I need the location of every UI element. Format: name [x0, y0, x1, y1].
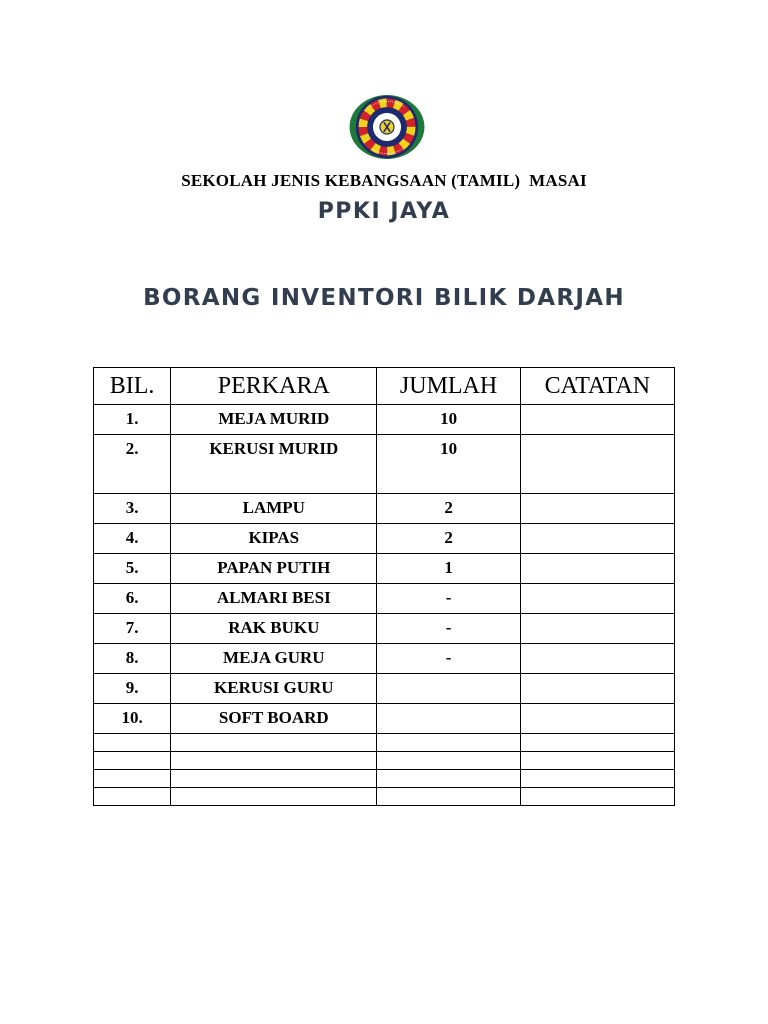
- cell-bil: 10.: [94, 704, 171, 734]
- cell-perkara: PAPAN PUTIH: [171, 554, 377, 584]
- table-row-blank: [94, 734, 675, 752]
- cell-catatan: [520, 405, 674, 435]
- cell-blank: [377, 770, 520, 788]
- cell-jumlah: [377, 704, 520, 734]
- cell-catatan: [520, 614, 674, 644]
- cell-perkara: MEJA GURU: [171, 644, 377, 674]
- cell-jumlah: 10: [377, 405, 520, 435]
- cell-bil: 1.: [94, 405, 171, 435]
- cell-jumlah: [377, 674, 520, 704]
- table-row-blank: [94, 752, 675, 770]
- cell-jumlah: -: [377, 644, 520, 674]
- cell-blank: [520, 788, 674, 806]
- cell-bil: 2.: [94, 435, 171, 494]
- cell-blank: [94, 734, 171, 752]
- school-name: SEKOLAH JENIS KEBANGSAAN (TAMIL) MASAI: [181, 171, 587, 190]
- table-row: [94, 554, 675, 584]
- form-title: BORANG INVENTORI BILIK DARJAH: [143, 285, 625, 311]
- table-row: [94, 494, 675, 524]
- cell-blank: [377, 734, 520, 752]
- cell-bil: 7.: [94, 614, 171, 644]
- table-row: [94, 614, 675, 644]
- cell-perkara: KERUSI GURU: [171, 674, 377, 704]
- cell-bil: 3.: [94, 494, 171, 524]
- cell-blank: [171, 788, 377, 806]
- table-row: [94, 644, 675, 674]
- header-perkara: PERKARA: [171, 368, 377, 405]
- cell-perkara: SOFT BOARD: [171, 704, 377, 734]
- cell-catatan: [520, 644, 674, 674]
- table-row: [94, 584, 675, 614]
- cell-perkara: ALMARI BESI: [171, 584, 377, 614]
- cell-jumlah: -: [377, 584, 520, 614]
- table-header-row: [94, 368, 675, 405]
- cell-perkara-text: KERUSI MURID: [209, 439, 339, 458]
- cell-jumlah: 2: [377, 524, 520, 554]
- table-row: [94, 435, 675, 494]
- header-bil: BIL.: [94, 368, 171, 405]
- cell-catatan: [520, 584, 674, 614]
- header-catatan: CATATAN: [520, 368, 674, 405]
- cell-catatan: [520, 435, 674, 494]
- cell-bil: 4.: [94, 524, 171, 554]
- cell-blank: [94, 788, 171, 806]
- cell-perkara: MEJA MURID: [171, 405, 377, 435]
- table-row-blank: [94, 788, 675, 806]
- unit-name: PPKI JAYA: [317, 199, 451, 224]
- cell-blank: [520, 752, 674, 770]
- cell-catatan: [520, 524, 674, 554]
- cell-bil: 6.: [94, 584, 171, 614]
- cell-blank: [171, 770, 377, 788]
- cell-blank: [520, 770, 674, 788]
- table-row-blank: [94, 770, 675, 788]
- cell-catatan: [520, 674, 674, 704]
- school-crest-logo: [348, 88, 426, 166]
- inventory-table: [93, 367, 675, 806]
- table-row: [94, 704, 675, 734]
- cell-perkara: [171, 435, 377, 494]
- cell-blank: [171, 752, 377, 770]
- cell-catatan: [520, 554, 674, 584]
- cell-bil: 8.: [94, 644, 171, 674]
- cell-jumlah: -: [377, 614, 520, 644]
- cell-blank: [377, 752, 520, 770]
- cell-blank: [94, 752, 171, 770]
- cell-blank: [520, 734, 674, 752]
- table-row: [94, 674, 675, 704]
- cell-jumlah: 10: [377, 435, 520, 494]
- cell-catatan: [520, 494, 674, 524]
- cell-jumlah: 1: [377, 554, 520, 584]
- cell-jumlah: 2: [377, 494, 520, 524]
- table-row: [94, 405, 675, 435]
- cell-perkara: RAK BUKU: [171, 614, 377, 644]
- cell-catatan: [520, 704, 674, 734]
- cell-blank: [377, 788, 520, 806]
- cell-bil: 9.: [94, 674, 171, 704]
- table-row: [94, 524, 675, 554]
- cell-blank: [171, 734, 377, 752]
- header-jumlah: JUMLAH: [377, 368, 520, 405]
- cell-blank: [94, 770, 171, 788]
- cell-bil: 5.: [94, 554, 171, 584]
- cell-perkara: KIPAS: [171, 524, 377, 554]
- cell-perkara: LAMPU: [171, 494, 377, 524]
